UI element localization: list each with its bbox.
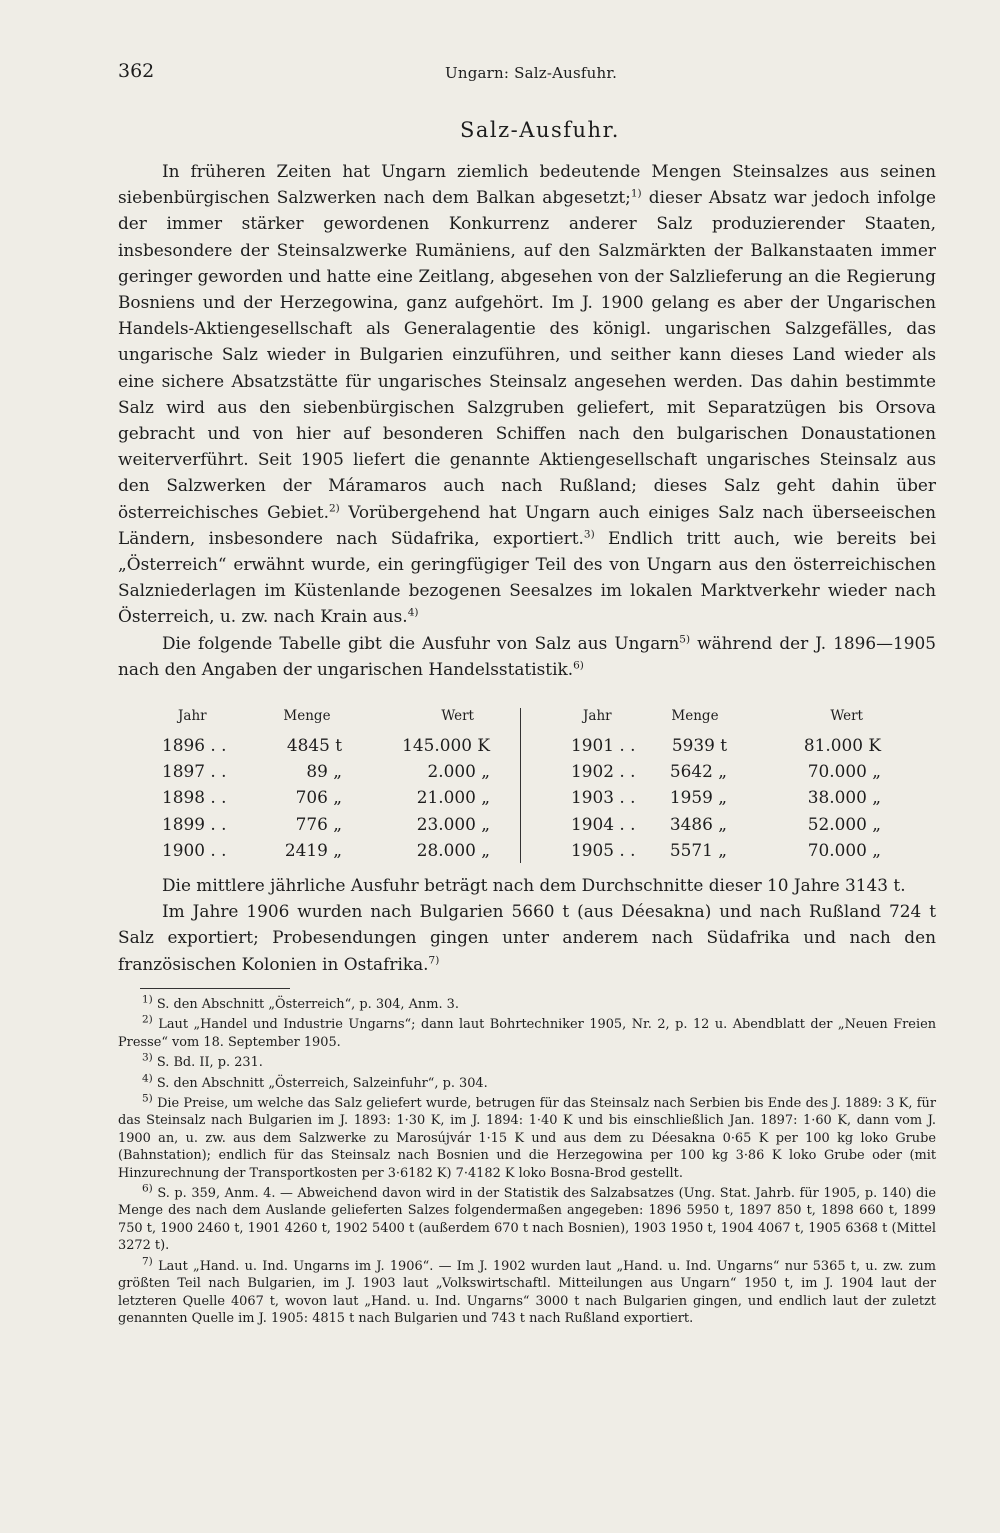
value-cell: 28.000 „ — [416, 839, 490, 860]
year-cell: 1905 . . — [571, 839, 636, 860]
qty-cell: 5939 t — [671, 735, 727, 756]
qty-cell: 5571 „ — [669, 839, 727, 860]
qty-cell: 89 „ — [306, 761, 342, 782]
value-cell: 52.000 „ — [807, 813, 881, 834]
year-cell: 1900 . . — [162, 839, 227, 860]
header-jahr: Jahr — [583, 708, 612, 724]
year-cell: 1897 . . — [162, 761, 227, 782]
footnote-ref: 7) — [428, 953, 440, 966]
salt-export-table — [150, 708, 890, 863]
value-cell: 21.000 „ — [416, 787, 490, 808]
value-cell: 23.000 „ — [416, 813, 490, 834]
paragraph-2: Die folgende Tabelle gibt die Ausfuhr von Salz aus Ungarn$^{5)}$ während der J. 1896—1905 nach den Angaben der ungarischen Handelsstatistik.$^{6)}$ — [118, 632, 936, 679]
main-text-continued — [118, 872, 936, 977]
qty-cell: 5642 „ — [669, 761, 727, 782]
table-row — [150, 784, 520, 810]
value-cell: 145.000 K — [402, 735, 490, 756]
header-menge: Menge — [671, 708, 719, 724]
footnote-ref: 5) — [679, 633, 691, 646]
table-row — [521, 732, 891, 758]
year-cell: 1902 . . — [571, 761, 636, 782]
main-text — [118, 158, 936, 682]
footnote-ref: 4) — [407, 606, 419, 619]
year-cell: 1901 . . — [571, 735, 636, 756]
footnote-ref: 1) — [630, 187, 642, 200]
value-cell: 2.000 „ — [427, 761, 490, 782]
footnote-6: $^{6)}$ S. p. 359, Anm. 4. — Abweichend davon wird in der Statistik des Salzabsatzes (Ung. Stat. Jahrb. für 1905, p. 140) die Menge des nach dem Auslande gelieferten Salzes folgendermaßen angegeben: 1896 5950 t, 1897 850 t, 1898 660 t, 1899 750 t, 1900 2460 t, 1901 4260 t, 1902 5400 t (außerdem 670 t nach Bosnien), 1903 1950 t, 1904 4067 t, 1905 6368 t (Mittel 3272 t). — [118, 1182, 936, 1254]
qty-cell: 4845 t — [286, 735, 342, 756]
footnote-ref: 6) — [573, 659, 584, 672]
footnote-3: $^{3)}$ S. Bd. II, p. 231. — [142, 1051, 263, 1071]
table-header — [150, 708, 520, 732]
footnotes — [118, 993, 936, 1330]
qty-cell: 1959 „ — [669, 787, 727, 808]
table-row — [521, 837, 891, 863]
paragraph-3: Die mittlere jährliche Ausfuhr beträgt nach dem Durchschnitte dieser 10 Jahre 3143 t. — [162, 875, 906, 895]
table-row — [150, 758, 520, 784]
qty-cell: 2419 „ — [284, 839, 342, 860]
year-cell: 1899 . . — [162, 813, 227, 834]
header-jahr: Jahr — [178, 708, 207, 724]
footnote-1: $^{1)}$ S. den Abschnitt „Österreich“, p. 304, Anm. 3. — [142, 993, 459, 1012]
section-title: Salz-Ausfuhr. — [460, 118, 620, 142]
table-row — [150, 837, 520, 863]
table-half-right — [521, 708, 891, 863]
header-wert: Wert — [441, 708, 474, 724]
table-row — [521, 811, 891, 837]
footnote-ref: 2) — [328, 502, 340, 515]
footnote-divider — [140, 988, 290, 989]
table-row — [521, 758, 891, 784]
value-cell: 38.000 „ — [807, 787, 881, 808]
year-cell: 1904 . . — [571, 813, 636, 834]
table-header — [521, 708, 891, 732]
footnote-5: $^{5)}$ Die Preise, um welche das Salz geliefert wurde, betrugen für das Steinsalz nach Serbien bis Ende des J. 1889: 3 K, für das Steinsalz nach Bulgarien im J. 1893: 1·30 K, im J. 1894: 1·40 K und bis einschließlich Jan. 1897: 1·60 K, dann vom J. 1900 an, u. zw. aus dem Salzwerke zu Marosújvár 1·15 K und aus dem zu Déesakna 0·65 K per 100 kg loko Grube (Bahnstation); endlich für das Steinsalz nach Bosnien und die Herzegowina per 100 kg 3·86 K loko Grube oder (mit Hinzurechnung der Transportkosten per 3·6182 K) 7·4182 K loko Bosna-Brod gestellt. — [118, 1092, 936, 1181]
qty-cell: 706 „ — [295, 787, 342, 808]
header-wert: Wert — [830, 708, 863, 724]
value-cell: 70.000 „ — [807, 761, 881, 782]
table-half-left — [150, 708, 521, 863]
header-menge: Menge — [283, 708, 331, 724]
qty-cell: 776 „ — [295, 813, 342, 834]
footnote-7: $^{7)}$ Laut „Hand. u. Ind. Ungarns im J. 1906“. — Im J. 1902 wurden laut „Hand. u. Ind. Ungarns“ nur 5365 t, u. zw. zum größten Teil nach Bulgarien, im J. 1903 laut „Volkswirtschaftl. Mitteilungen aus Ungarn“ 1950 t, im J. 1904 laut der letzteren Quelle 4067 t, wovon laut „Hand. u. Ind. Ungarns“ 3000 t nach Bulgarien gingen, und endlich laut der zuletzt genannten Quelle im J. 1905: 4815 t nach Bulgarien und 743 t nach Rußland exportiert. — [118, 1255, 936, 1326]
qty-cell: 3486 „ — [669, 813, 727, 834]
footnote-4: $^{4)}$ S. den Abschnitt „Österreich, Salzeinfuhr“, p. 304. — [142, 1072, 488, 1091]
year-cell: 1898 . . — [162, 787, 227, 808]
footnote-2: $^{2)}$ Laut „Handel und Industrie Ungarns“; dann laut Bohrtechniker 1905, Nr. 2, p. 12 u. Abendblatt der „Neuen Freien Presse“ vom 18. September 1905. — [118, 1014, 936, 1050]
footnote-ref: 3) — [583, 528, 595, 541]
table-row — [521, 784, 891, 810]
table-row — [150, 811, 520, 837]
year-cell: 1896 . . — [162, 735, 227, 756]
value-cell: 70.000 „ — [807, 839, 881, 860]
paragraph-4: Im Jahre 1906 wurden nach Bulgarien 5660 t (aus Déesakna) und nach Rußland 724 t Salz exportiert; Probesendungen gingen unter anderem nach Südafrika und nach den französischen Kolonien in Ostafrika.$^{7)}$ — [118, 901, 936, 974]
page-number: 362 — [118, 60, 155, 82]
paragraph-1: In früheren Zeiten hat Ungarn ziemlich bedeutende Mengen Steinsalzes aus seinen siebenbürgischen Salzwerken nach dem Balkan abgesetzt;$^{1)}$ dieser Absatz war jedoch infolge der immer stärker gewordenen Konkurrenz anderer Salz produzierender Staaten, insbesondere der Steinsalzwerke Rumäniens, auf den Salzmärkten der Balkanstaaten immer geringer geworden und hatte eine Zeitlang, abgesehen von der Salzlieferung an die Regierung Bosniens und der Herzegowina, ganz aufgehört. Im J. 1900 gelang es aber der Ungarischen Handels-Aktiengesellschaft als Generalagentie des königl. ungarischen Salzgefälles, das ungarische Salz wieder in Bulgarien einzuführen, und seither kann dieses Land wieder als eine sichere Absatzstätte für ungarisches Steinsalz angesehen werden. Das dahin bestimmte Salz wird aus den siebenbürgischen Salzgruben geliefert, mit Separatzügen bis Orsova gebracht und von hier auf besonderen Schiffen nach den bulgarischen Donaustationen weiterverführt. Seit 1905 liefert die genannte Aktiengesellschaft ungarisches Steinsalz aus den Salzwerken der Máramaros auch nach Rußland; dieses Salz geht dahin über österreichisches Gebiet.$^{2)}$ Vorübergehend hat Ungarn auch einiges Salz nach überseeischen Ländern, insbesondere nach Südafrika, exportiert.$^{3)}$ Endlich tritt auch, wie bereits bei „Österreich“ erwähnt wurde, ein geringfügiger Teil des von Ungarn aus den österreichischen Salzniederlagen im Küstenlande bezogenen Seesalzes im lokalen Marktverkehr wieder nach Österreich, u. zw. nach Krain aus.$^{4)}$ — [118, 161, 936, 627]
year-cell: 1903 . . — [571, 787, 636, 808]
value-cell: 81.000 K — [803, 735, 881, 756]
table-row — [150, 732, 520, 758]
running-head: Ungarn: Salz-Ausfuhr. — [445, 64, 618, 82]
